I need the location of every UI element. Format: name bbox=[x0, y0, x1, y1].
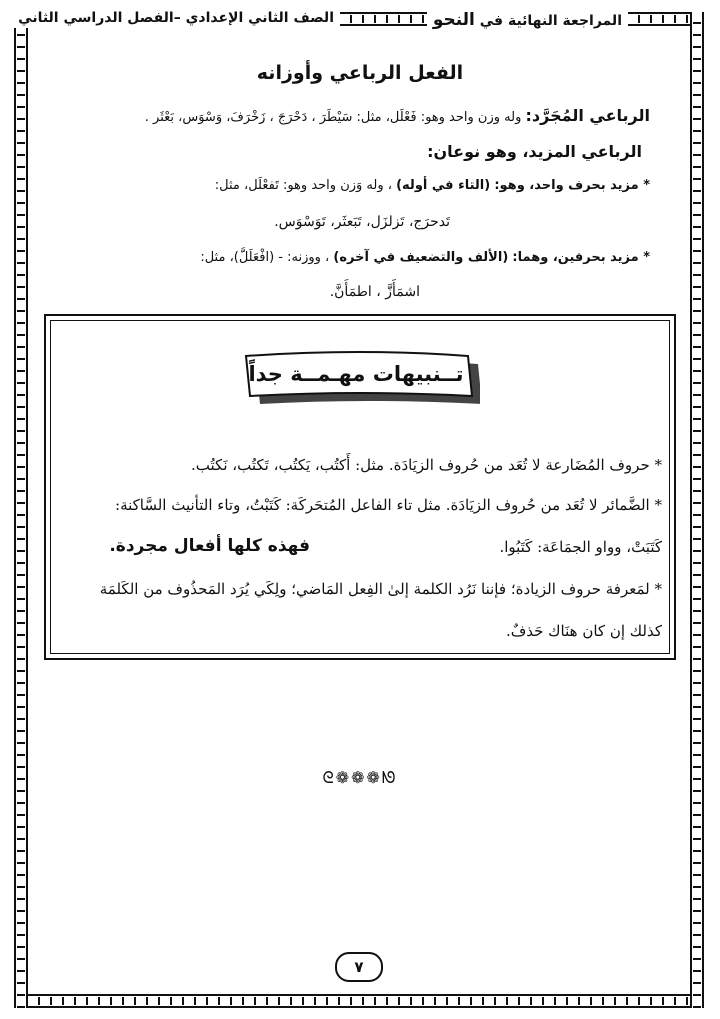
border-bottom bbox=[14, 994, 704, 1008]
type2-rule: (الألف والتضعيف في آخره) bbox=[333, 250, 509, 265]
mujarrad-text: وله وزن واحد وهو: فَعْلَل، مثل: سَيْطَرَ ، دَحْرَجَ ، زَخْرَفَ، وَسْوَس، بَعْثَر . bbox=[144, 110, 522, 125]
border-right bbox=[690, 12, 704, 1008]
mazeed-heading-line bbox=[427, 142, 642, 161]
type2-label: * مزيد بحرفين، وهما: bbox=[512, 250, 650, 265]
type1-rule: (التاء في أوله) bbox=[396, 178, 491, 193]
banner-title: تــنبيهات مهـمــة جداً bbox=[248, 362, 464, 386]
note-3-bold: فهذه كلها أفعال مجردة. bbox=[109, 536, 310, 556]
border-left bbox=[14, 12, 28, 1008]
header-subject-word: النحو bbox=[432, 10, 475, 30]
page-title: الفعل الرباعي وأوزانه bbox=[256, 62, 464, 84]
note-2: * الضَّمائر لا تُعَد من حُروف الزيَادَة. مثل تاء الفاعل المُتحَركَة: كَتَبْتُ، وتاء التأنيث السَّاكنة: bbox=[115, 496, 662, 514]
note-5: كذلك إن كان هنَاك حَذفٌ. bbox=[505, 622, 662, 640]
mazeed-heading: الرباعي المزيد، وهو نوعان: bbox=[427, 142, 642, 161]
type1-label: * مزيد بحرف واحد، وهو: bbox=[494, 178, 650, 193]
page-number: ٧ bbox=[335, 952, 383, 982]
mujarrad-label: الرباعي المُجَرَّد: bbox=[525, 106, 650, 125]
note-1: * حروف المُضَارعة لا تُعَد من حُروف الزيَادَة. مثل: أَكتُب، يَكتُب، تَكتُب، نَكتُب. bbox=[191, 456, 662, 474]
note-4: * لمَعرفة حروف الزيادة؛ فإننا نَرُد الكلمة إلىٰ الفِعل المَاضي؛ ولِكَي يُرَد المَحذُوف من الكَلمَة bbox=[99, 580, 662, 598]
mujarrad-line bbox=[145, 106, 650, 125]
header-subject-prefix: المراجعة النهائية في bbox=[479, 13, 622, 29]
header-subject bbox=[427, 8, 628, 32]
header-grade-term: الصف الثاني الإعدادي –الفصل الدراسي الثاني bbox=[12, 8, 340, 28]
type1-line bbox=[215, 178, 650, 193]
type1-examples: تَدحرَج، تَزلزَل، تَبَعثَر، تَوَسْوَس. bbox=[274, 214, 450, 230]
type2-examples: اشمَأَزَّ ، اطمَأَنَّ. bbox=[329, 284, 420, 300]
type2-line bbox=[200, 250, 650, 265]
type2-text: ، ووزنه: - (افْعَلَلَّ)، مثل: bbox=[200, 250, 330, 265]
note-3: كَتَبَتْ، وواو الجمَاعَة: كَتَبُوا. bbox=[499, 538, 662, 556]
type1-text: ، وله وَزن واحد وهو: تَفعْلَل، مثل: bbox=[214, 178, 392, 193]
ornament-divider: ᘓ❁❁❁ᘚ bbox=[322, 768, 398, 787]
